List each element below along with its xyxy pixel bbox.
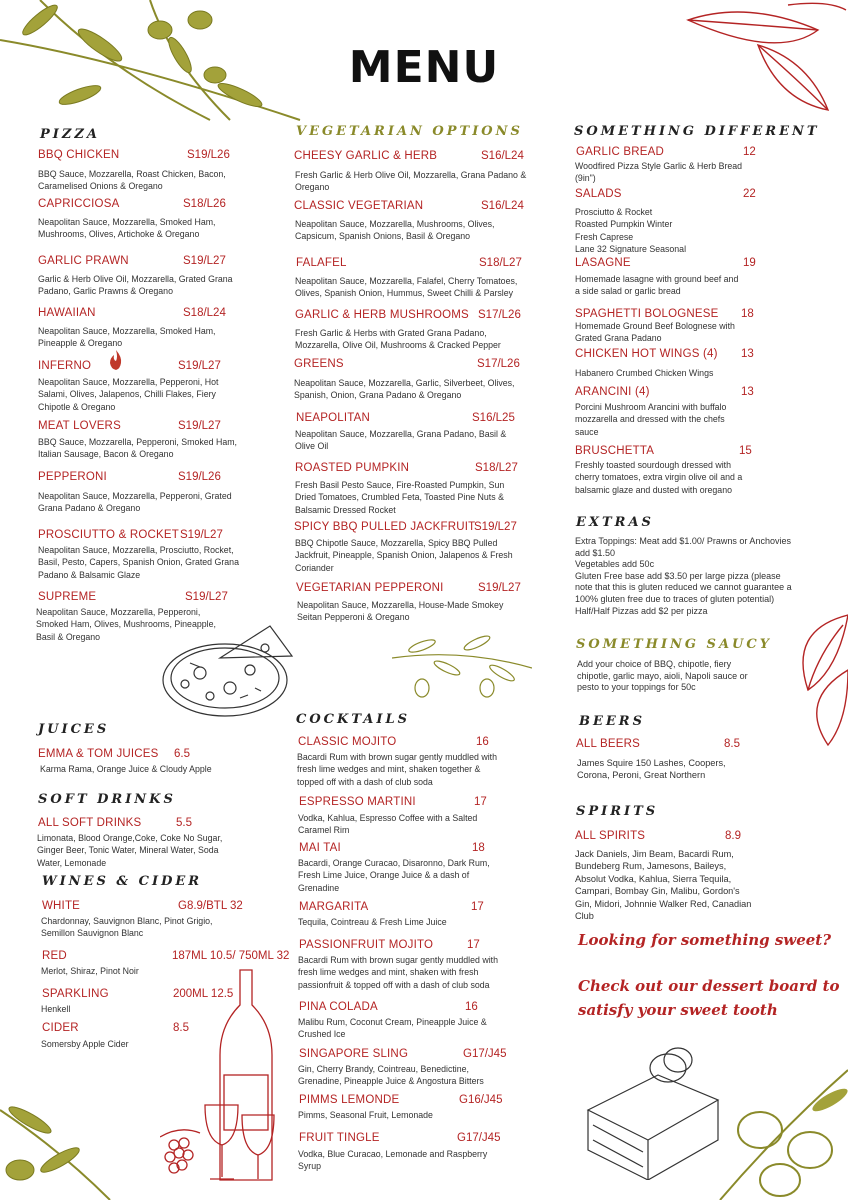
item-name: CAPRICCIOSA	[38, 198, 120, 210]
item-name: MAI TAI	[299, 842, 341, 854]
item-price: S19/L27	[183, 255, 226, 267]
item-price: S17/L26	[477, 358, 520, 370]
item-name: SPARKLING	[42, 988, 109, 1000]
item-name: ROASTED PUMPKIN	[295, 462, 410, 474]
page-title: MENU	[348, 42, 500, 93]
item-price: G17/J45	[457, 1132, 501, 1144]
item-description: Fresh Garlic & Herbs with Grated Grana Padano, Mozzarella, Olive Oil, Mushrooms & Cracked Pepper	[295, 328, 501, 351]
item-description: Neapolitan Sauce, Mozzarella, Pepperoni, Grated Grana Padano & Oregano	[38, 491, 232, 514]
item-description: Fresh Garlic & Herb Olive Oil, Mozzarella, Grana Padano & Oregano	[295, 170, 527, 193]
item-price: G8.9/BTL 32	[178, 900, 243, 912]
item-description: Limonata, Blood Orange,Coke, Coke No Sugar, Ginger Beer, Tonic Water, Mineral Water, Soda Water, Lemonade	[37, 833, 223, 868]
item-name: ALL SOFT DRINKS	[38, 817, 142, 829]
basil-leaf-icon	[788, 610, 848, 750]
item-name: BBQ CHICKEN	[38, 149, 120, 161]
item-description: Bacardi Rum with brown sugar gently muddled with fresh lime wedges and mint, shaken with fresh passionfruit & topped off with a dash of club soda	[298, 955, 498, 990]
item-price: 6.5	[174, 748, 190, 760]
item-name: GREENS	[294, 358, 344, 370]
item-name: GARLIC & HERB MUSHROOMS	[295, 309, 469, 321]
item-name: LASAGNE	[575, 257, 631, 269]
item-name: PINA COLADA	[299, 1001, 378, 1013]
item-description: Habanero Crumbed Chicken Wings	[575, 368, 714, 378]
section-heading-beers: BEERS	[579, 714, 645, 729]
item-name: CLASSIC VEGETARIAN	[294, 200, 424, 212]
item-name: PASSIONFRUIT MOJITO	[299, 939, 434, 951]
item-price: 8.9	[725, 830, 741, 842]
item-price: S17/L26	[478, 309, 521, 321]
item-description: Merlot, Shiraz, Pinot Noir	[41, 966, 139, 976]
item-name: INFERNO	[38, 360, 92, 372]
item-name: ALL BEERS	[576, 738, 641, 750]
item-price: 16	[465, 1001, 478, 1013]
item-description: Somersby Apple Cider	[41, 1039, 129, 1049]
item-name: ALL SPIRITS	[575, 830, 646, 842]
item-name: GARLIC PRAWN	[38, 255, 129, 267]
item-price: 13	[741, 386, 754, 398]
item-price: 200ML 12.5	[173, 988, 234, 1000]
section-heading-pizza: PIZZA	[40, 127, 100, 142]
item-name: FALAFEL	[296, 257, 347, 269]
item-price: S18/L26	[183, 198, 226, 210]
item-name: SUPREME	[38, 591, 97, 603]
item-description: Homemade Ground Beef Bolognese with Grated Grana Padano	[575, 321, 735, 344]
item-name: SPAGHETTI BOLOGNESE	[575, 308, 719, 320]
item-price: S19/L26	[178, 471, 221, 483]
item-description: BBQ Chipotle Sauce, Mozzarella, Spicy BBQ Pulled Jackfruit, Pineapple, Spanish Onion, Jalapenos & Fresh Coriander	[295, 538, 513, 573]
item-price: S19/L27	[178, 420, 221, 432]
item-description: Jack Daniels, Jim Beam, Bacardi Rum, Bundeberg Rum, Jamesons, Baileys, Absolut Vodka, Kahlua, Sierra Tequila, Campari, Bombay Gin, Malibu, Gordon's Gin, Midori, Johnnie Walker Red, Canadian Club	[575, 849, 752, 922]
item-price: 19	[743, 257, 756, 269]
item-price: 15	[739, 445, 752, 457]
item-description: Neapolitan Sauce, Mozzarella, Mushrooms, Olives, Capsicum, Spanish Onions, Basil & Oregano	[295, 219, 495, 242]
item-name: CLASSIC MOJITO	[298, 736, 397, 748]
item-name: HAWAIIAN	[38, 307, 96, 319]
item-price: 17	[467, 939, 480, 951]
item-name: ARANCINI (4)	[575, 386, 650, 398]
item-price: 18	[472, 842, 485, 854]
item-description: Vodka, Blue Curacao, Lemonade and Raspberry Syrup	[298, 1149, 488, 1172]
item-price: S16/L24	[481, 150, 524, 162]
item-price: 12	[743, 146, 756, 158]
section-heading-wines-cider: WINES & CIDER	[42, 874, 203, 889]
item-price: 16	[476, 736, 489, 748]
cake-illustration	[578, 1040, 728, 1180]
item-description: Neapolitan Sauce, Mozzarella, Prosciutto, Rocket, Basil, Pesto, Capers, Spanish Onion, Grated Grana Padano & Balsamic Glaze	[38, 545, 239, 580]
item-price: S18/L27	[479, 257, 522, 269]
item-description: Neapolitan Sauce, Mozzarella, Falafel, Cherry Tomatoes, Olives, Spanish Onion, Hummus, Sweet Chilli & Parsley	[295, 276, 518, 299]
section-heading-something-saucy: SOMETHING SAUCY	[576, 637, 772, 652]
item-name: GARLIC BREAD	[576, 146, 665, 158]
item-name: ESPRESSO MARTINI	[299, 796, 416, 808]
item-name: PEPPERONI	[38, 471, 107, 483]
item-name: SINGAPORE SLING	[299, 1048, 409, 1060]
item-description: BBQ Sauce, Mozzarella, Roast Chicken, Bacon, Caramelised Onions & Oregano	[38, 169, 226, 192]
flame-icon	[107, 349, 125, 371]
section-heading-extras: EXTRAS	[576, 515, 654, 530]
item-name: PIMMS LEMONDE	[299, 1094, 400, 1106]
item-description: Malibu Rum, Coconut Cream, Pineapple Juice & Crushed Ice	[298, 1017, 487, 1040]
section-heading-spirits: SPIRITS	[576, 804, 659, 819]
item-description: Fresh Basil Pesto Sauce, Fire-Roasted Pumpkin, Sun Dried Tomatoes, Crumbled Feta, Toasted Pine Nuts & Balsamic Dressed Rocket	[295, 480, 505, 515]
item-description: Bacardi, Orange Curacao, Disaronno, Dark Rum, Fresh Lime Juice, Orange Juice & a dash of Grenadine	[298, 858, 490, 893]
olive-branch-icon	[392, 628, 532, 708]
item-name: MEAT LOVERS	[38, 420, 121, 432]
item-name: CIDER	[42, 1022, 79, 1034]
item-name: BRUSCHETTA	[575, 445, 655, 457]
item-price: S19/L26	[187, 149, 230, 161]
item-name: FRUIT TINGLE	[299, 1132, 380, 1144]
item-price: S16/L24	[481, 200, 524, 212]
item-description: Neapolitan Sauce, Mozzarella, Garlic, Silverbeet, Olives, Spanish, Onion, Grana Padano & Oregano	[294, 378, 515, 401]
item-description: Homemade lasagne with ground beef and a side salad or garlic bread	[575, 274, 739, 297]
item-price: 17	[471, 901, 484, 913]
section-heading-cocktails: COCKTAILS	[296, 712, 410, 727]
item-description: Bacardi Rum with brown sugar gently muddled with fresh lime wedges and mint, shaken together & topped off with a dash of club soda	[297, 752, 497, 787]
item-name: PROSCIUTTO & ROCKET	[38, 529, 179, 541]
item-price: S19/L27	[185, 591, 228, 603]
item-price: S19/L27	[180, 529, 223, 541]
item-price: S19/L27	[474, 521, 517, 533]
item-name: WHITE	[42, 900, 81, 912]
item-description: Pimms, Seasonal Fruit, Lemonade	[298, 1110, 433, 1120]
section-heading-something-different: SOMETHING DIFFERENT	[574, 124, 820, 139]
item-name: EMMA & TOM JUICES	[38, 748, 159, 760]
item-description: Neapolitan Sauce, Mozzarella, Smoked Ham, Mushrooms, Olives, Artichoke & Oregano	[38, 217, 216, 240]
item-price: S16/L25	[472, 412, 515, 424]
item-description: Prosciutto & Rocket Roasted Pumpkin Winter Fresh Caprese Lane 32 Signature Seasonal	[575, 207, 687, 255]
saucy-text: Add your choice of BBQ, chipotle, fiery chipotle, garlic mayo, aioli, Napoli sauce or pesto to your toppings for 50c	[577, 659, 748, 693]
item-description: Garlic & Herb Olive Oil, Mozzarella, Grated Grana Padano, Garlic Prawns & Oregano	[38, 274, 233, 297]
item-description: Vodka, Kahlua, Espresso Coffee with a Salted Caramel Rim	[298, 813, 478, 836]
item-description: Henkell	[41, 1004, 71, 1014]
item-description: James Squire 150 Lashes, Coopers, Corona, Peroni, Great Northern	[577, 758, 726, 781]
item-price: 8.5	[173, 1022, 189, 1034]
item-description: Neapolitan Sauce, Mozzarella, Grana Padano, Basil & Olive Oil	[295, 429, 507, 452]
item-price: 17	[474, 796, 487, 808]
item-description: Woodfired Pizza Style Garlic & Herb Bread (9in")	[575, 161, 743, 184]
item-name: SALADS	[575, 188, 622, 200]
item-price: 5.5	[176, 817, 192, 829]
dessert-note: Check out our dessert board to satisfy your sweet tooth	[578, 977, 840, 1019]
item-description: Gin, Cherry Brandy, Cointreau, Benedictine, Grenadine, Pineapple Juice & Angostura Bitters	[298, 1064, 484, 1087]
item-description: Neapolitan Sauce, Mozzarella, House-Made Smokey Seitan Pepperoni & Oregano	[297, 600, 504, 623]
item-description: Karma Rama, Orange Juice & Cloudy Apple	[40, 764, 212, 774]
section-heading-soft-drinks: SOFT DRINKS	[38, 792, 176, 807]
section-heading-juices: JUICES	[38, 722, 110, 737]
item-description: Freshly toasted sourdough dressed with cherry tomatoes, extra virgin olive oil and a balsamic glaze and dusted with oregano	[575, 460, 743, 495]
extras-text: Extra Toppings: Meat add $1.00/ Prawns or Anchovies add $1.50 Vegetables add 50c Gluten Free base add $3.50 per large pizza (please note that this is gluten reduced we cannot guarantee a 100% gluten free due to traces of gluten potential) Half/Half Pizzas add $2 per pizza	[575, 536, 792, 616]
item-price: 18	[741, 308, 754, 320]
item-name: CHICKEN HOT WINGS (4)	[575, 348, 718, 360]
item-name: MARGARITA	[299, 901, 369, 913]
item-description: Neapolitan Sauce, Mozzarella, Pepperoni, Hot Salami, Olives, Jalapenos, Chilli Flakes, Fiery Chipotle & Oregano	[38, 377, 219, 412]
item-price: 22	[743, 188, 756, 200]
item-price: S18/L27	[475, 462, 518, 474]
item-description: Neapolitan Sauce, Mozzarella, Smoked Ham, Pineapple & Oregano	[38, 326, 216, 349]
item-description: Neapolitan Sauce, Mozzarella, Pepperoni, Smoked Ham, Olives, Mushrooms, Pineapple, Basil & Oregano	[36, 607, 216, 642]
item-name: CHEESY GARLIC & HERB	[294, 150, 438, 162]
item-price: S19/L27	[178, 360, 221, 372]
item-price: 187ML 10.5/ 750ML 32	[172, 950, 290, 962]
item-name: SPICY BBQ PULLED JACKFRUIT	[294, 521, 476, 533]
item-price: 13	[741, 348, 754, 360]
item-price: G17/J45	[463, 1048, 507, 1060]
item-description: Porcini Mushroom Arancini with buffalo mozzarella and dressed with the chefs sauce	[575, 402, 727, 437]
item-price: 8.5	[724, 738, 740, 750]
dessert-prompt: Looking for something sweet?	[578, 931, 832, 949]
olive-branch-icon	[0, 1090, 120, 1200]
section-heading-vegetarian: VEGETARIAN OPTIONS	[296, 124, 523, 139]
item-name: NEAPOLITAN	[296, 412, 370, 424]
item-name: RED	[42, 950, 67, 962]
item-price: G16/J45	[459, 1094, 503, 1106]
item-price: S19/L27	[478, 582, 521, 594]
item-name: VEGETARIAN PEPPERONI	[296, 582, 444, 594]
item-description: Chardonnay, Sauvignon Blanc, Pinot Grigio, Semillon Sauvignon Blanc	[41, 916, 213, 939]
item-price: S18/L24	[183, 307, 226, 319]
item-description: Tequila, Cointreau & Fresh Lime Juice	[298, 917, 447, 927]
item-description: BBQ Sauce, Mozzarella, Pepperoni, Smoked Ham, Italian Sausage, Bacon & Oregano	[38, 437, 237, 460]
